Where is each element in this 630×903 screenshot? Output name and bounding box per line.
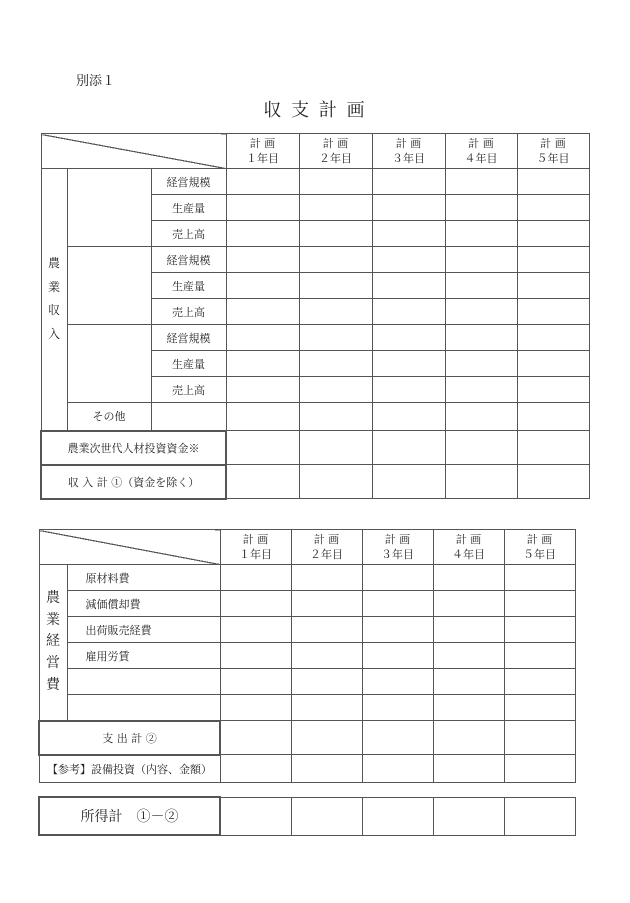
table-row	[39, 565, 575, 591]
year-header-2: 計 画 ２年目	[299, 134, 372, 169]
income-table	[40, 133, 590, 500]
expense-item-blank[interactable]	[67, 669, 220, 695]
other-label: その他	[67, 403, 151, 431]
income-total-row	[41, 465, 589, 499]
income-header-row	[41, 134, 589, 169]
subsidy-label: 農業次世代人材投資資金※	[41, 431, 226, 465]
net-income-row	[39, 797, 575, 835]
expense-item-label: 減価償却費	[67, 591, 220, 617]
year-header-4: 計 画 ４年目	[445, 134, 517, 169]
year-header-1: 計 画 １年目	[226, 134, 299, 169]
crop-cell-1[interactable]	[67, 169, 151, 247]
farm-income-side-label: 農 業 収 入	[41, 169, 67, 431]
expense-total-label: 支 出 計 ②	[39, 721, 220, 755]
header-diagonal-cell	[39, 530, 220, 565]
year-header-3: 計 画 ３年目	[372, 134, 445, 169]
year-header-1: 計 画 １年目	[220, 530, 291, 565]
table-row	[39, 617, 575, 643]
item-label: 売上高	[151, 377, 226, 403]
table-row	[41, 169, 589, 195]
crop-cell-3[interactable]	[67, 325, 151, 403]
crop-cell-2[interactable]	[67, 247, 151, 325]
expense-table	[38, 529, 576, 783]
year-header-3: 計 画 ３年目	[362, 530, 433, 565]
item-label: 売上高	[151, 221, 226, 247]
net-income-table	[38, 796, 576, 836]
attachment-label: 別添１	[76, 74, 116, 89]
year-header-4: 計 画 ４年目	[433, 530, 504, 565]
item-label: 生産量	[151, 351, 226, 377]
subsidy-row	[41, 431, 589, 465]
table-row	[39, 591, 575, 617]
page-title: 収 支 計 画	[263, 100, 367, 121]
net-income-label: 所得計 ①－②	[39, 797, 220, 835]
table-row	[39, 695, 575, 721]
table-row	[39, 669, 575, 695]
other-item-cell[interactable]	[151, 403, 226, 431]
item-label: 経営規模	[151, 325, 226, 351]
income-total-label: 収 入 計 ①（資金を除く）	[41, 465, 226, 499]
year-header-2: 計 画 ２年目	[291, 530, 362, 565]
expense-item-label: 原材料費	[67, 565, 220, 591]
reference-label: 【参考】設備投資（内容、金額）	[39, 755, 220, 783]
table-row	[41, 247, 589, 273]
table-row	[41, 403, 589, 431]
expense-item-label: 出荷販売経費	[67, 617, 220, 643]
item-label: 生産量	[151, 273, 226, 299]
header-diagonal-cell	[41, 134, 226, 169]
reference-row	[39, 755, 575, 783]
year-header-5: 計 画 ５年目	[517, 134, 589, 169]
year-header-5: 計 画 ５年目	[504, 530, 575, 565]
item-label: 売上高	[151, 299, 226, 325]
expense-header-row	[39, 530, 575, 565]
table-row	[41, 325, 589, 351]
farm-expense-side-label: 農 業 経 営 費	[39, 565, 67, 721]
table-row	[39, 643, 575, 669]
item-label: 経営規模	[151, 169, 226, 195]
item-label: 生産量	[151, 195, 226, 221]
expense-item-blank[interactable]	[67, 695, 220, 721]
expense-total-row	[39, 721, 575, 755]
expense-item-label: 雇用労賃	[67, 643, 220, 669]
item-label: 経営規模	[151, 247, 226, 273]
